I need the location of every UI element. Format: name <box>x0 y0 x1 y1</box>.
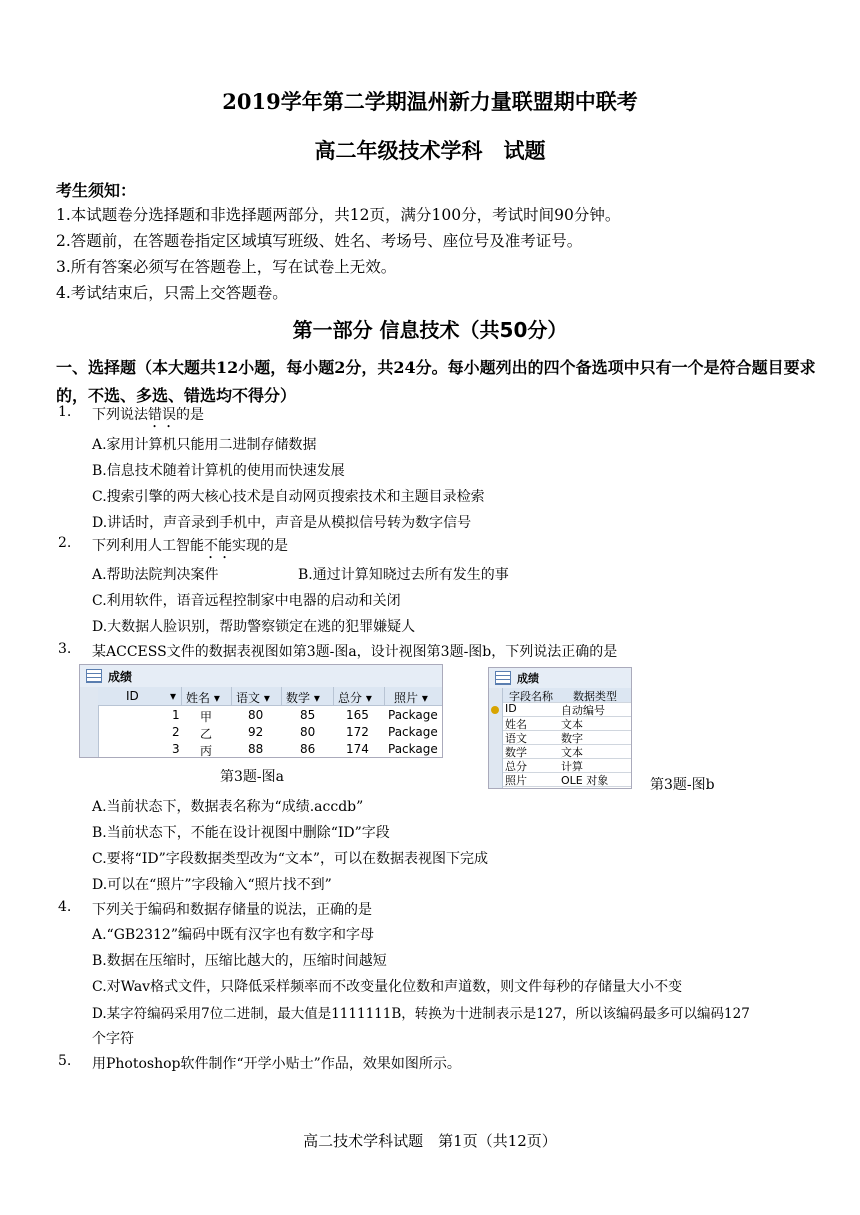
option-c: C.利用软件，语音远程控制家中电器的启动和关闭 <box>92 593 401 609</box>
table-cell[interactable]: Package <box>388 708 438 722</box>
table-cell[interactable]: 172 <box>346 725 369 739</box>
field-name[interactable]: 照片 <box>505 774 527 787</box>
notice-item: 1.本试题卷分选择题和非选择题两部分，共12页，满分100分，考试时间90分钟。 <box>56 206 621 224</box>
option-c: C.搜索引擎的两大核心技术是自动网页搜索技术和主题目录检索 <box>92 489 485 505</box>
figure-caption: 第3题-图b <box>650 777 715 793</box>
question-stem: 某ACCESS文件的数据表视图如第3题-图a，设计视图第3题-图b，下列说法正确的是 <box>92 644 618 660</box>
option-b: B.信息技术随着计算机的使用而快速发展 <box>92 463 345 479</box>
exam-subtitle: 高二年级技术学科 试题 <box>314 138 546 163</box>
column-header: 字段名称 <box>509 690 553 703</box>
table-cell[interactable]: 86 <box>300 742 316 756</box>
table-row[interactable] <box>503 730 631 745</box>
column-header-row <box>503 688 631 703</box>
field-name[interactable]: 语文 <box>505 732 527 745</box>
option-c: C.对Wav格式文件，只降低采样频率而不改变量化位数和声道数，则文件每秒的存储量大小不变 <box>92 979 683 995</box>
field-type[interactable]: 文本 <box>561 746 583 759</box>
table-cell[interactable]: 甲 <box>200 710 213 724</box>
option-a: A.家用计算机只能用二进制存储数据 <box>92 437 317 453</box>
part-title: 第一部分 信息技术（共50分） <box>292 318 568 342</box>
table-cell[interactable]: 2 <box>172 725 180 739</box>
figure-caption: 第3题-图a <box>220 769 284 785</box>
table-tab[interactable] <box>80 665 442 688</box>
table-cell[interactable]: 165 <box>346 708 369 722</box>
question-number: 3. <box>58 641 72 657</box>
column-header[interactable]: 照片 ▾ <box>394 691 428 705</box>
field-type[interactable]: 计算 <box>561 760 583 773</box>
option-d: D.某字符编码采用7位二进制，最大值是1111111B，转换为十进制表示是127，所以该编码最多可以编码127 <box>92 1006 750 1022</box>
primary-key-icon <box>491 706 499 714</box>
table-cell[interactable]: 80 <box>300 725 316 739</box>
table-row[interactable] <box>503 744 631 759</box>
stem-text: 下列说法 <box>92 407 148 423</box>
option-a: A.当前状态下，数据表名称为“成绩.accdb” <box>92 799 364 815</box>
table-tab-label: 成绩 <box>517 672 539 685</box>
table-row[interactable] <box>503 716 631 731</box>
table-cell[interactable]: 80 <box>248 708 264 722</box>
question-stem: 下列关于编码和数据存储量的说法，正确的是 <box>92 902 372 918</box>
notice-item: 4.考试结束后，只需上交答题卷。 <box>56 284 288 302</box>
chevron-down-icon[interactable]: ▾ <box>170 689 177 703</box>
option-d: D.讲话时，声音录到手机中，声音是从模拟信号转为数字信号 <box>92 515 472 531</box>
field-name[interactable]: 数学 <box>505 746 527 759</box>
option-d-continued: 个字符 <box>92 1031 134 1047</box>
table-cell[interactable]: 92 <box>248 725 264 739</box>
question-stem: 用Photoshop软件制作“开学小贴士”作品，效果如图所示。 <box>92 1056 461 1072</box>
option-b: B.数据在压缩时，压缩比越大的，压缩时间越短 <box>92 953 387 969</box>
notice-item: 3.所有答案必须写在答题卷上，写在试卷上无效。 <box>56 258 397 276</box>
field-type[interactable]: 自动编号 <box>561 704 605 717</box>
question-number: 2. <box>58 535 72 551</box>
table-cell[interactable]: 丙 <box>200 744 213 758</box>
table-cell[interactable]: 3 <box>172 742 180 756</box>
column-header: 数据类型 <box>573 690 617 703</box>
stem-text: 下列利用人工智能 <box>92 538 204 554</box>
table-icon <box>495 671 511 685</box>
stem-text: 的是 <box>176 407 204 423</box>
design-view-table <box>488 667 632 789</box>
notice-heading: 考生须知： <box>56 181 137 200</box>
field-name[interactable]: ID <box>505 702 517 715</box>
option-d: D.可以在“照片”字段输入“照片找不到” <box>92 877 332 893</box>
section-heading: 一、选择题（本大题共12小题，每小题2分，共24分。每小题列出的四个备选项中只有一个是符合题目要求的，不选、多选、错选均不得分） <box>56 358 816 405</box>
option-a: A.帮助法院判决案件 <box>92 567 219 583</box>
field-type[interactable]: 数字 <box>561 732 583 745</box>
table-cell[interactable]: Package <box>388 725 438 739</box>
table-row[interactable] <box>503 772 631 787</box>
column-header[interactable]: 总分 ▾ <box>338 691 372 705</box>
row-selector-column <box>489 688 503 788</box>
table-row[interactable] <box>503 758 631 773</box>
stem-text: 实现的是 <box>232 538 288 554</box>
field-name[interactable]: 姓名 <box>505 718 527 731</box>
option-b: B.通过计算知晓过去所有发生的事 <box>298 567 509 583</box>
column-header[interactable]: 姓名 ▾ <box>186 691 220 705</box>
table-cell[interactable]: 85 <box>300 708 316 722</box>
table-cell[interactable]: 1 <box>172 708 180 722</box>
datasheet-view-table <box>79 664 443 758</box>
table-icon <box>86 669 102 683</box>
option-d: D.大数据人脸识别，帮助警察锁定在逃的犯罪嫌疑人 <box>92 619 416 635</box>
table-cell[interactable]: 乙 <box>200 727 213 741</box>
option-b: B.当前状态下，不能在设计视图中删除“ID”字段 <box>92 825 390 841</box>
field-type[interactable]: OLE 对象 <box>561 774 609 787</box>
question-stem <box>92 404 204 431</box>
column-header[interactable]: 数学 ▾ <box>286 691 320 705</box>
table-tab[interactable] <box>489 668 631 689</box>
option-c: C.要将“ID”字段数据类型改为“文本”，可以在数据表视图下完成 <box>92 851 489 867</box>
record-selector-column <box>80 687 99 757</box>
table-row[interactable] <box>503 702 631 717</box>
option-a: A.“GB2312”编码中既有汉字也有数字和字母 <box>92 927 374 943</box>
stem-emphasis: 不能 <box>204 538 232 554</box>
stem-emphasis: 错误 <box>148 407 176 423</box>
column-header-row <box>98 687 442 706</box>
question-number: 4. <box>58 899 72 915</box>
column-header[interactable]: 语文 ▾ <box>236 691 270 705</box>
field-name[interactable]: 总分 <box>505 760 527 773</box>
table-cell[interactable]: Package <box>388 742 438 756</box>
page-footer: 高二技术学科试题 第1页（共12页） <box>303 1132 557 1150</box>
table-tab-label: 成绩 <box>108 670 133 684</box>
column-header[interactable]: ID <box>126 689 139 703</box>
question-number: 5. <box>58 1053 72 1069</box>
table-cell[interactable]: 88 <box>248 742 264 756</box>
field-type[interactable]: 文本 <box>561 718 583 731</box>
table-cell[interactable]: 174 <box>346 742 369 756</box>
notice-item: 2.答题前，在答题卷指定区域填写班级、姓名、考场号、座位号及准考证号。 <box>56 232 583 250</box>
question-number: 1. <box>58 404 72 420</box>
question-stem <box>92 535 288 562</box>
exam-title: 2019学年第二学期温州新力量联盟期中联考 <box>222 89 638 114</box>
